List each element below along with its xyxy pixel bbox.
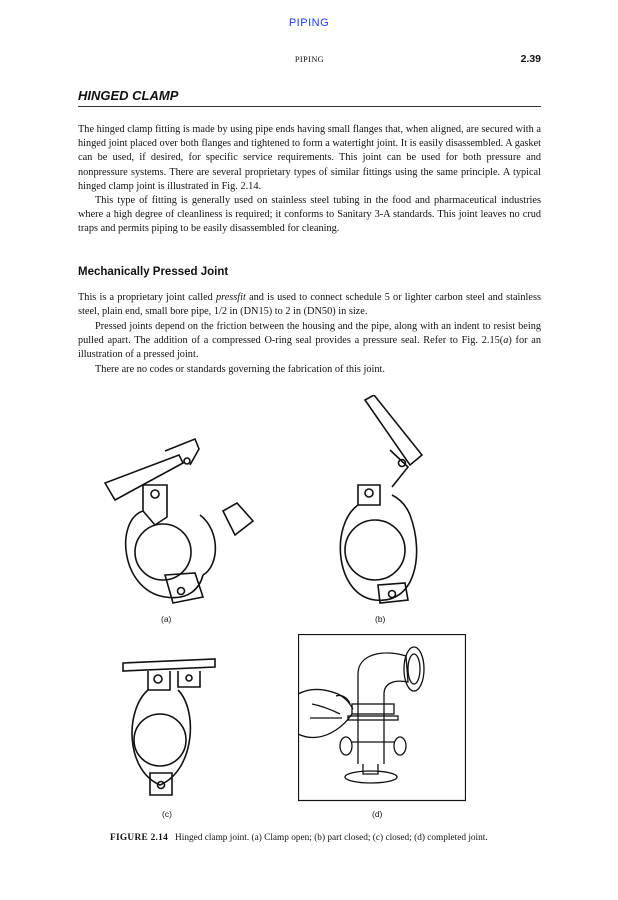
- hinged-clamp-paragraph-1: The hinged clamp fitting is made by using pipe ends having small flanges that, when aligned, are secured with a hinged joint placed over both flanges and tightened to form a watertight joint. It is easily disassembled. A gasket can be used, if desired, for specific service requirements. This joint can be used for both pressure and nonpressure systems. There are several proprietary types of similar fittings using the same principle. A typical hinged clamp joint is illustrated in Fig. 2.14.: [78, 124, 541, 192]
- clamp-open-latch-lug: [223, 503, 253, 535]
- clamp-c-bore: [134, 714, 186, 766]
- clamp-closed-drawing: [120, 655, 220, 805]
- clamp-open-pin: [151, 490, 159, 498]
- clamp-c-right-pin: [186, 675, 192, 681]
- clamp-c-left-pin: [154, 675, 162, 683]
- completed-joint-photo: [298, 634, 466, 802]
- subsection-title: Mechanically Pressed Joint: [78, 266, 229, 278]
- section-title: HINGED CLAMP: [78, 88, 179, 103]
- clamp-part-closed-drawing: [330, 395, 435, 610]
- figure-label-a: (a): [161, 614, 172, 624]
- p1-text-b: and is used to connect schedule 5 or lighter carbon steel and stainless steel, plain end, small bore pipe, 1/2 in (DN15) to 2 in (DN50) in size.: [78, 292, 541, 318]
- figure-label-b: (b): [375, 614, 386, 624]
- clamp-open-lever-pin: [184, 458, 190, 464]
- figure-number: FIGURE 2.14: [110, 833, 169, 843]
- page-number: 2.39: [520, 53, 541, 65]
- clamp-c-left-lug: [148, 671, 170, 690]
- pressfit-term: pressfit: [215, 292, 246, 303]
- top-banner: PIPING: [288, 17, 330, 29]
- clamp-b-lever: [365, 395, 422, 465]
- clamp-b-lever-link: [390, 450, 408, 487]
- figure-caption: [110, 832, 490, 845]
- running-head-title: PIPING: [294, 54, 325, 64]
- section-rule: [78, 106, 541, 107]
- hinged-clamp-paragraph-2: This type of fitting is generally used on stainless steel tubing in the food and pharmaceutical industries where a high degree of cleanliness is required; it conforms to Sanitary 3-A standards. This joint leaves no crud traps and permits piping to be easily disassembled for cleaning.: [78, 195, 541, 235]
- figure-label-d: (d): [372, 809, 383, 819]
- clamp-open-hinge-lug: [143, 485, 167, 525]
- clamp-c-lever: [123, 659, 215, 671]
- clamp-b-left-pin: [365, 489, 373, 497]
- pressed-joint-paragraph-1: [78, 291, 541, 319]
- pressed-joint-paragraph-3: There are no codes or standards governing the fabrication of this joint.: [95, 364, 385, 375]
- p2-text-a: Pressed joints depend on the friction between the housing and the pipe, along with an indent to resist being pulled apart. The addition of a compressed O-ring seal provides a pressure seal. Refer to Fig. 2.15(: [78, 321, 541, 347]
- clamp-open-bottom-pin: [178, 588, 185, 595]
- p2-fig-ref: a: [503, 335, 509, 347]
- clamp-b-left-lug: [358, 485, 380, 505]
- figure-caption-text: Hinged clamp joint. (a) Clamp open; (b) part closed; (c) closed; (d) completed joint.: [175, 833, 488, 843]
- p2-text-b: ) for an illustration of a pressed joint.: [78, 335, 541, 361]
- pressed-joint-paragraph-2: [78, 320, 541, 363]
- clamp-open-lever: [105, 455, 183, 500]
- figure-label-c: (c): [162, 809, 172, 819]
- clamp-c-body: [132, 690, 190, 785]
- clamp-c-right-lug: [178, 671, 200, 687]
- p1-text-a: This is a proprietary joint called: [78, 292, 216, 303]
- clamp-open-drawing: [95, 425, 285, 610]
- clamp-open-bore: [135, 524, 191, 580]
- clamp-b-bottom-pin: [389, 591, 396, 598]
- clamp-open-upper-jaw: [200, 515, 215, 575]
- clamp-b-bore: [345, 520, 405, 580]
